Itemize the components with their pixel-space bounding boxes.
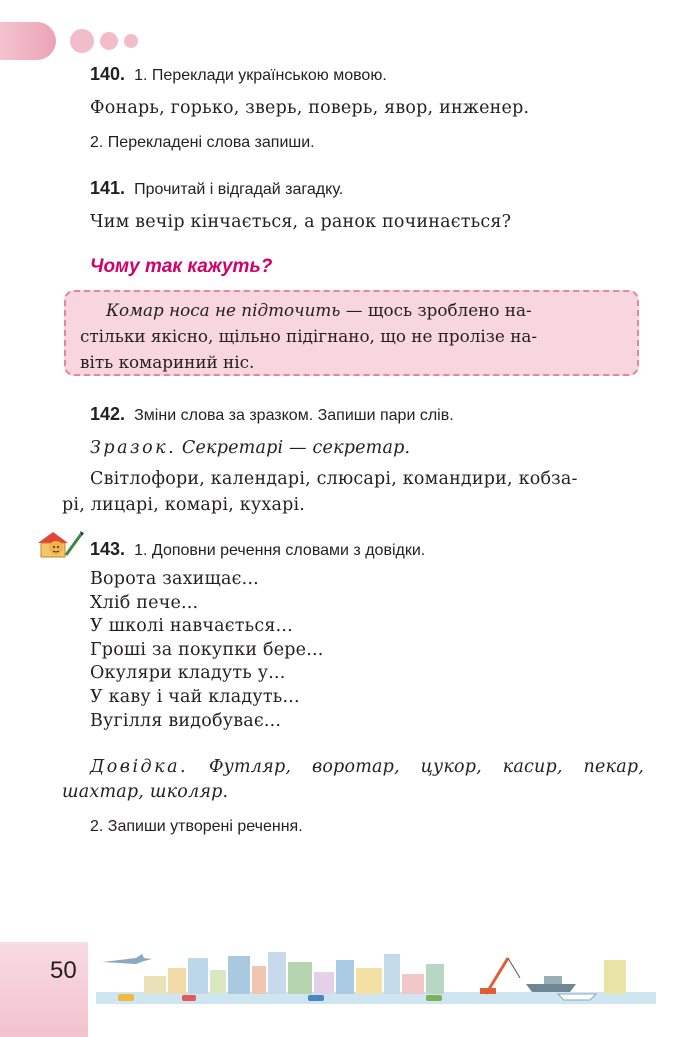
tab-bar: [0, 22, 56, 60]
sentence-line: Ворота захищає...: [90, 569, 259, 589]
exercise-words: Фонарь, горько, зверь, поверь, явор, инженер.: [90, 98, 530, 118]
hint-block: [62, 755, 644, 805]
page-number: 50: [50, 957, 77, 984]
sentence-line: У школі навчається...: [90, 616, 293, 637]
sentence-line: Вугілля видобуває...: [90, 710, 282, 731]
sentence-line: Хліб пече...: [90, 592, 199, 613]
idiom-line: стільки якісно, щільно підігнано, що не пролізе на-: [80, 326, 538, 346]
city-skyline-illustration: [96, 948, 656, 1004]
exercise-143: [90, 537, 644, 561]
exercise-task: 2. Запиши утворені речення.: [90, 818, 303, 835]
sentence-list: [90, 568, 324, 733]
ship-icon: [526, 984, 576, 992]
idiom-phrase: Комар носа не підточить: [106, 300, 341, 320]
idiom-box: [64, 290, 639, 376]
exercise-task: Зміни слова за зразком. Запиши пари слів.: [134, 407, 454, 424]
words-line: Світлофори, календарі, слюсарі, командири, кобза-: [90, 469, 578, 489]
exercise-number: 142.: [90, 404, 126, 424]
words-line: рі, лицарі, комарі, кухарі.: [62, 495, 306, 515]
idiom-line: [80, 297, 625, 323]
sentence-line: Окуляри кладуть у...: [90, 663, 286, 684]
idiom-line: віть комариний ніс.: [80, 352, 255, 372]
exercise-task: 2. Перекладені слова запиши.: [90, 134, 315, 151]
tab-dot: [100, 32, 118, 50]
exercise-number: 140.: [90, 64, 126, 84]
hint-words: Футляр, воротар, цукор, касир, пекар, шахтар, школяр.: [62, 757, 645, 802]
exercise-task: 1. Доповни речення словами з довідки.: [134, 542, 426, 559]
tab-dot: [124, 34, 138, 48]
airplane-icon: [102, 954, 152, 964]
sample-line: [90, 436, 410, 460]
riddle-text: Чим вечір кінчається, а ранок починається?: [90, 212, 512, 232]
exercise-142: [90, 402, 644, 426]
exercise-task: 1. Переклади українською мовою.: [134, 67, 387, 84]
exercise-number: 141.: [90, 178, 126, 198]
sentence-line: У каву і чай кладуть...: [90, 686, 300, 707]
house-pencil-icon: [36, 529, 86, 559]
exercise-number: 143.: [90, 539, 126, 559]
idiom-explanation: — щось зроблено на-: [340, 300, 532, 320]
idiom-heading: Чому так кажуть?: [90, 256, 273, 277]
hint-paragraph: [62, 755, 644, 805]
exercise-task: Прочитай і відгадай загадку.: [134, 181, 344, 198]
tab-dot: [70, 29, 94, 53]
exercise-142-words: [62, 466, 644, 518]
sample-text: Секретарі — секретар.: [181, 438, 411, 458]
sample-label: Зразок.: [90, 438, 177, 458]
sentence-line: Гроші за покупки бере...: [90, 639, 324, 660]
exercise-141: [90, 176, 644, 234]
exercise-140: [90, 62, 644, 154]
hint-label: Довідка.: [90, 757, 189, 777]
